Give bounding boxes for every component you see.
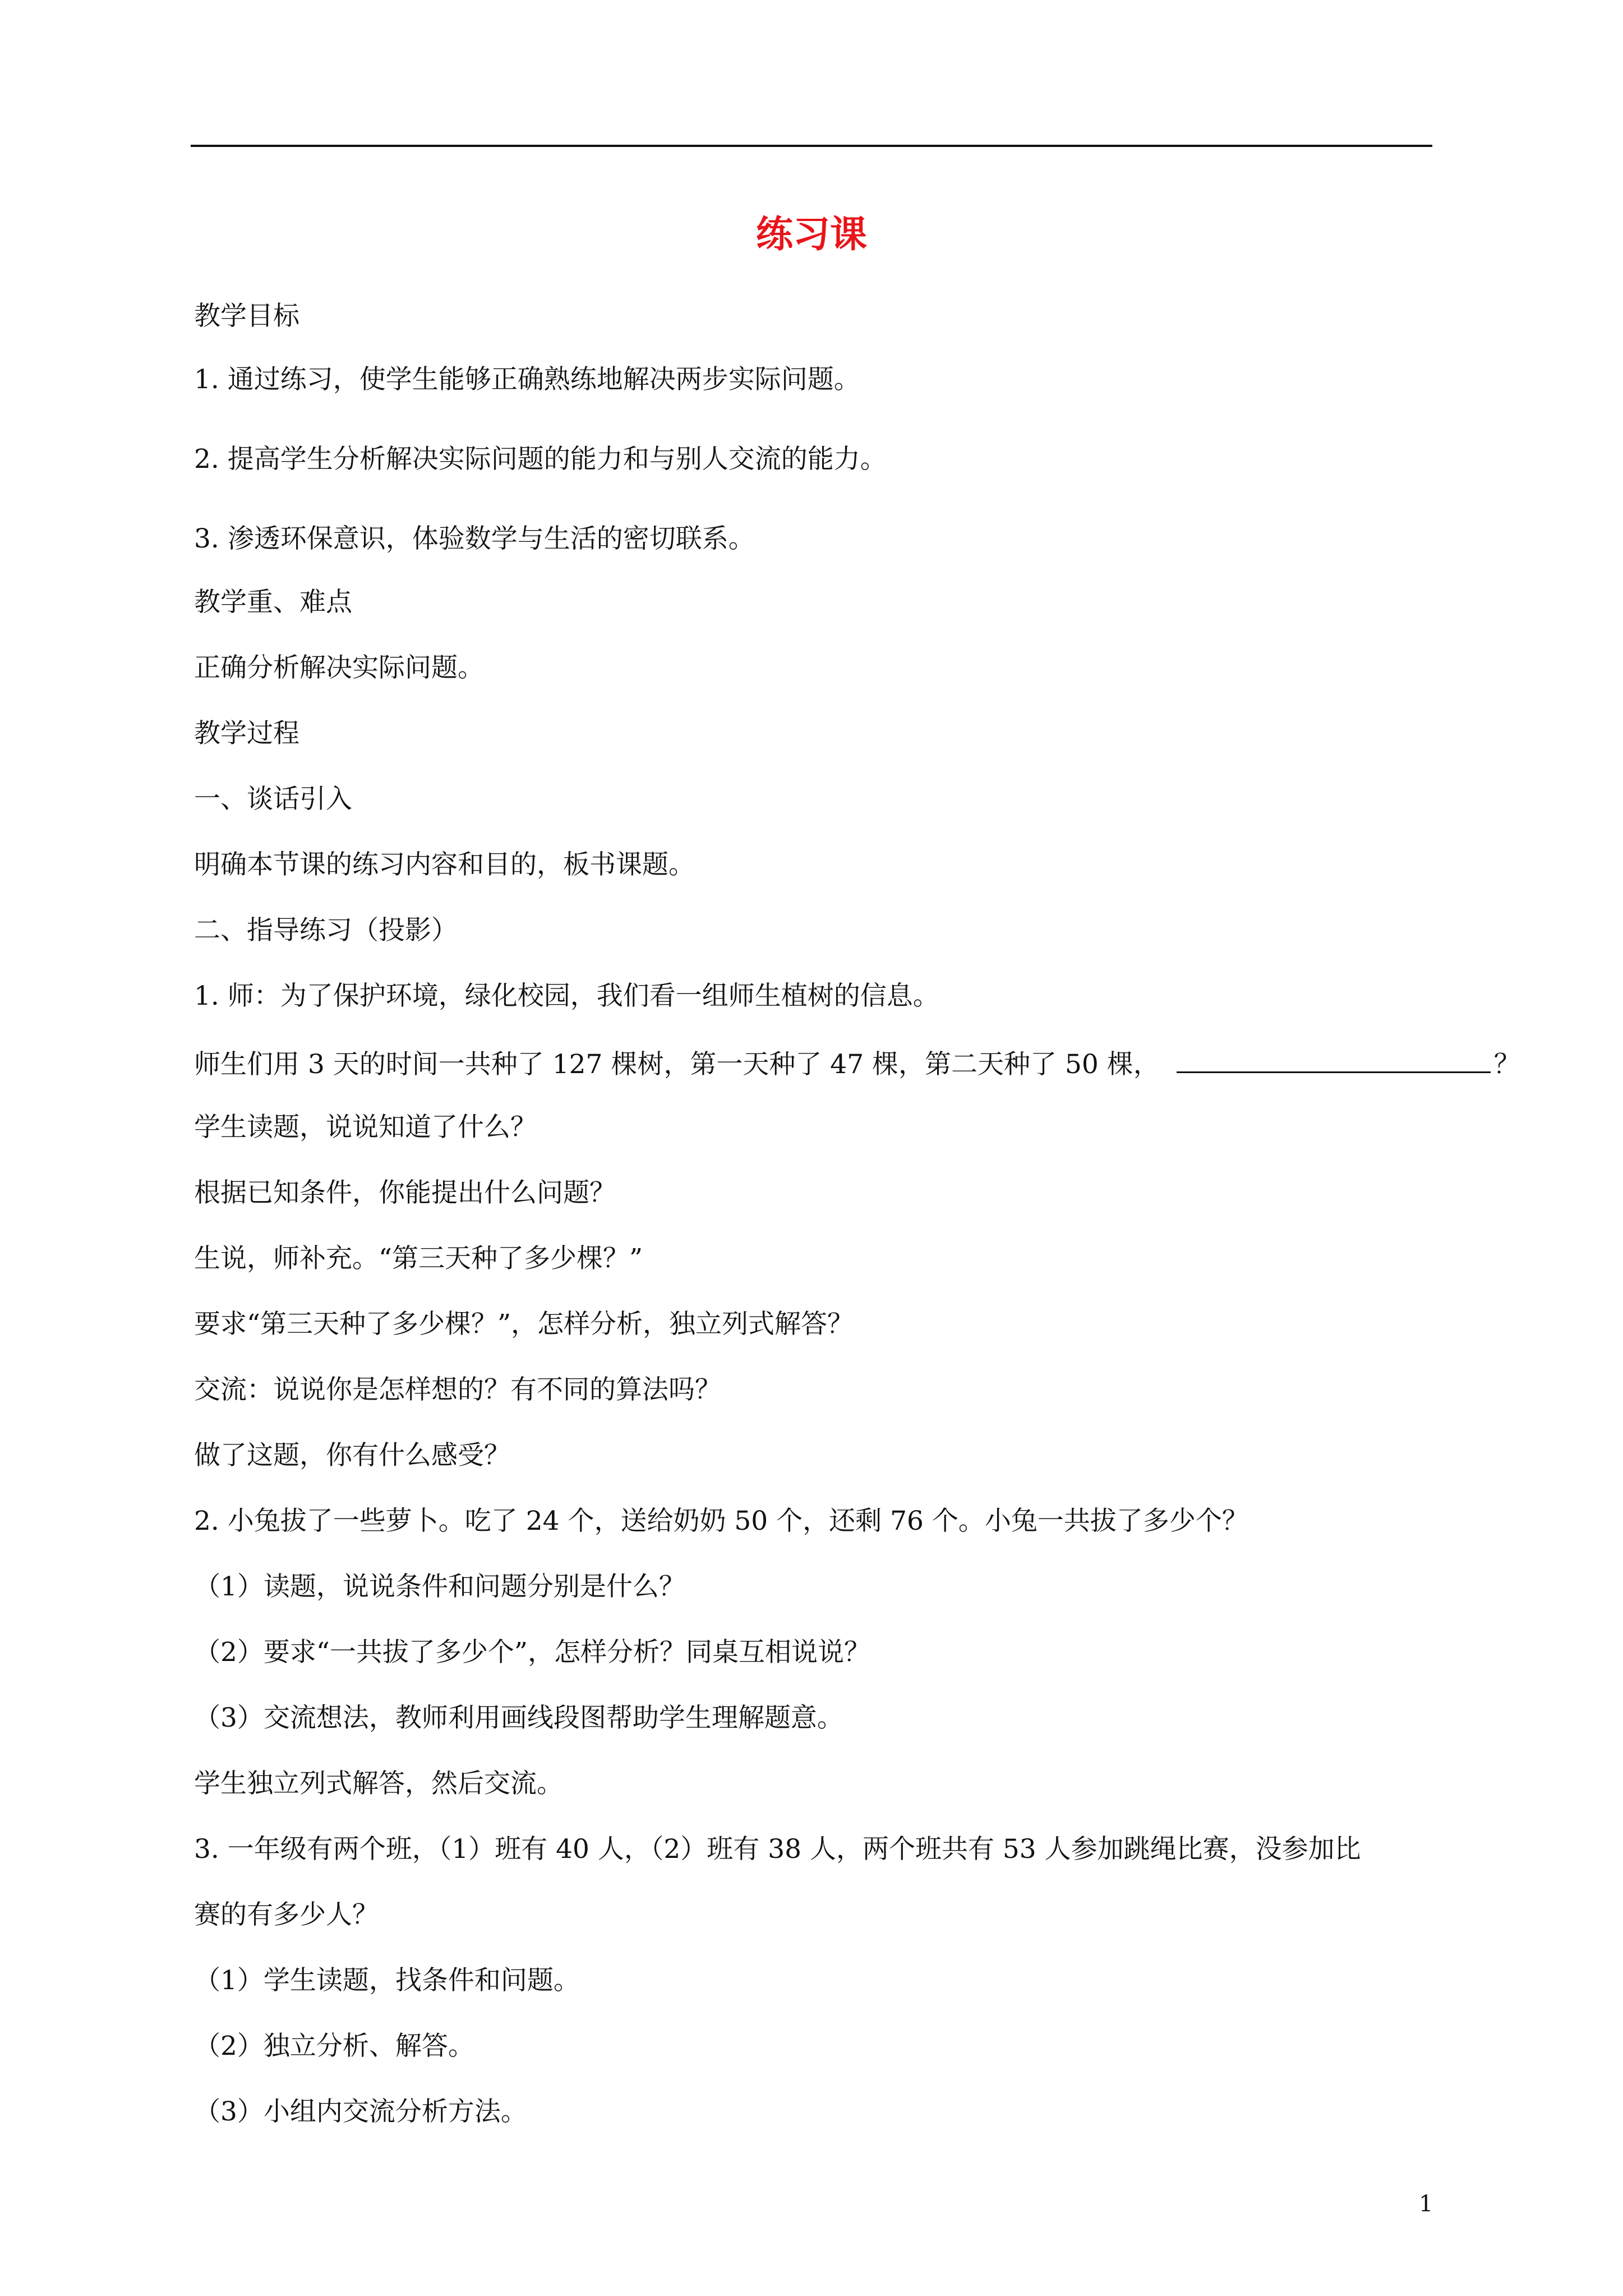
objective-item: 2. 提高学生分析解决实际问题的能力和与别人交流的能力。 <box>194 444 887 475</box>
header-rule <box>191 145 1432 147</box>
section-heading-objectives: 教学目标 <box>194 301 299 332</box>
sub-step: （2）独立分析、解答。 <box>194 2031 474 2062</box>
paragraph: 学生读题，说说知道了什么？ <box>194 1112 537 1143</box>
sub-step: （1）读题，说说条件和问题分别是什么？ <box>194 1571 685 1602</box>
sub-step: （3）小组内交流分析方法。 <box>194 2096 527 2127</box>
exercise-text: 师生们用 3 天的时间一共种了 127 棵树，第一天种了 47 棵，第二天种了 50 棵， <box>194 1049 1160 1080</box>
exercise-text-with-blank <box>194 1046 1520 1082</box>
exercise-item: 2. 小兔拔了一些萝卜。吃了 24 个，送给奶奶 50 个，还剩 76 个。小兔一共拔了多少个？ <box>194 1506 1248 1536</box>
page-title: 练习课 <box>756 212 867 256</box>
subsection-heading: 二、指导练习（投影） <box>194 915 458 946</box>
objective-item: 3. 渗透环保意识，体验数学与生活的密切联系。 <box>194 523 755 554</box>
subsection-heading: 一、谈话引入 <box>194 784 352 815</box>
objective-item: 1. 通过练习，使学生能够正确熟练地解决两步实际问题。 <box>194 364 860 395</box>
paragraph: 要求“第三天种了多少棵？”，怎样分析，独立列式解答？ <box>194 1309 854 1340</box>
answer-blank <box>1177 1046 1491 1073</box>
exercise-item-continued: 赛的有多少人？ <box>194 1899 379 1930</box>
exercise-item: 1. 师：为了保护环境，绿化校园，我们看一组师生植树的信息。 <box>194 981 939 1011</box>
paragraph: 做了这题，你有什么感受？ <box>194 1440 510 1471</box>
paragraph: 明确本节课的练习内容和目的，板书课题。 <box>194 849 695 880</box>
question-mark: ？ <box>1493 1049 1520 1080</box>
sub-step: （2）要求“一共拔了多少个”，怎样分析？同桌互相说说？ <box>194 1637 870 1668</box>
paragraph: 根据已知条件，你能提出什么问题？ <box>194 1177 616 1208</box>
paragraph: 正确分析解决实际问题。 <box>194 652 484 683</box>
page-number: 1 <box>1419 2191 1433 2217</box>
sub-step: （3）交流想法，教师利用画线段图帮助学生理解题意。 <box>194 1703 843 1733</box>
section-heading-key-points: 教学重、难点 <box>194 587 352 618</box>
paragraph: 生说，师补充。“第三天种了多少棵？” <box>194 1243 643 1274</box>
section-heading-process: 教学过程 <box>194 718 299 749</box>
paragraph: 学生独立列式解答，然后交流。 <box>194 1768 563 1799</box>
paragraph: 交流：说说你是怎样想的？有不同的算法吗？ <box>194 1374 721 1405</box>
exercise-item: 3. 一年级有两个班，（1）班有 40 人，（2）班有 38 人，两个班共有 53 人参加跳绳比赛，没参加比 <box>194 1834 1361 1865</box>
sub-step: （1）学生读题，找条件和问题。 <box>194 1965 580 1996</box>
